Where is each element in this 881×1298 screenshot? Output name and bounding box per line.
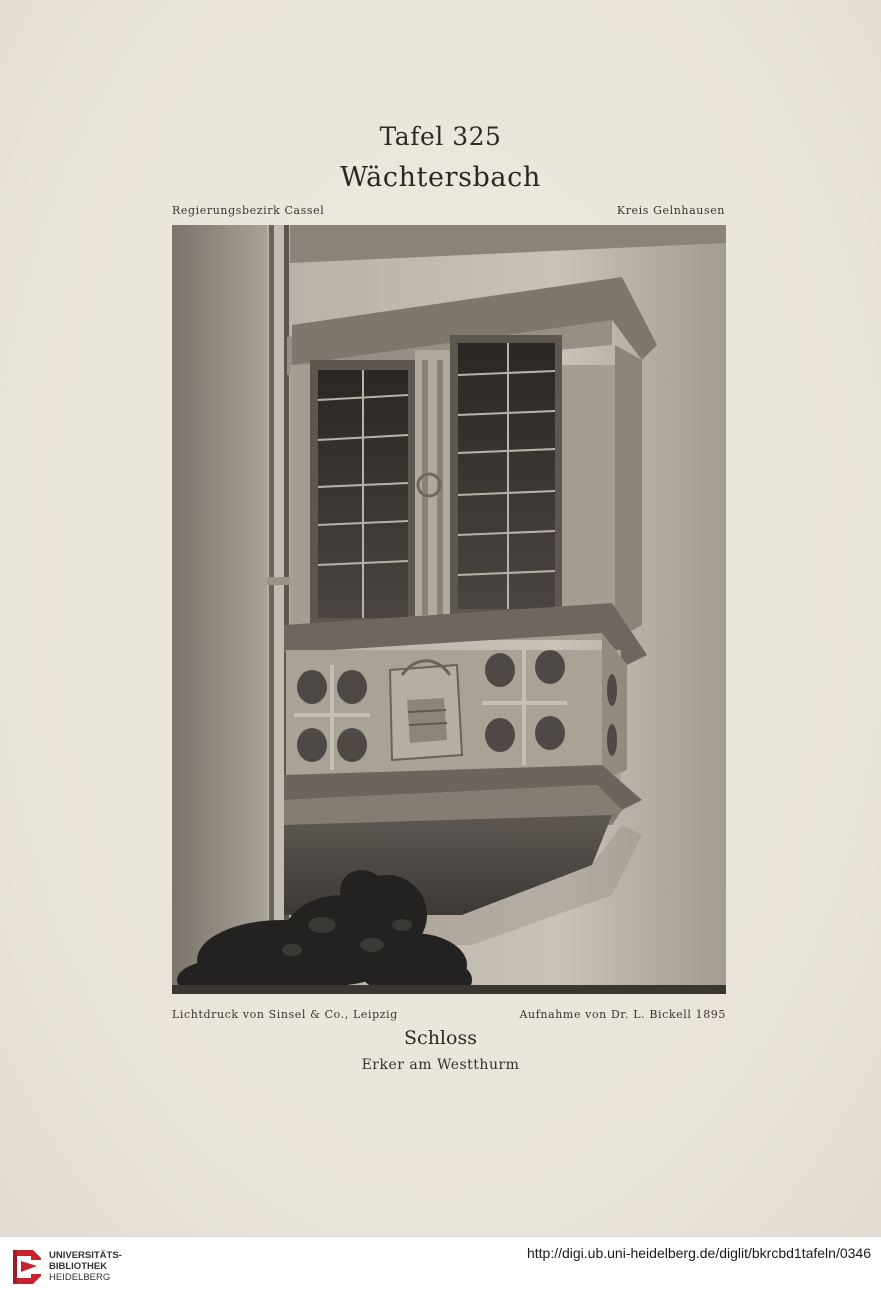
library-name-line: HEIDELBERG: [49, 1272, 111, 1283]
caption-subtitle: Erker am Westthurm: [361, 1057, 520, 1073]
heidelberg-library-logo-icon[interactable]: [9, 1246, 45, 1288]
caption-title: Schloss: [404, 1027, 477, 1049]
permalink-url[interactable]: http://digi.ub.uni-heidelberg.de/diglit/bkrcbd1tafeln/0346: [526, 1245, 871, 1261]
district-label: Kreis Gelnhausen: [616, 204, 725, 217]
printer-credit: Lichtdruck von Sinsel & Co., Leipzig: [172, 1008, 398, 1021]
plate-number: Tafel 325: [379, 122, 502, 151]
region-label: Regierungsbezirk Cassel: [172, 204, 325, 217]
library-name-line: BIBLIOTHEK: [49, 1261, 108, 1272]
photographer-credit: Aufnahme von Dr. L. Bickell 1895: [519, 1008, 726, 1021]
library-name-line: UNIVERSITÄTS-: [49, 1250, 122, 1261]
oriel-window-photograph: [172, 225, 726, 994]
place-title: Wächtersbach: [340, 162, 541, 193]
library-name[interactable]: [49, 1250, 122, 1283]
